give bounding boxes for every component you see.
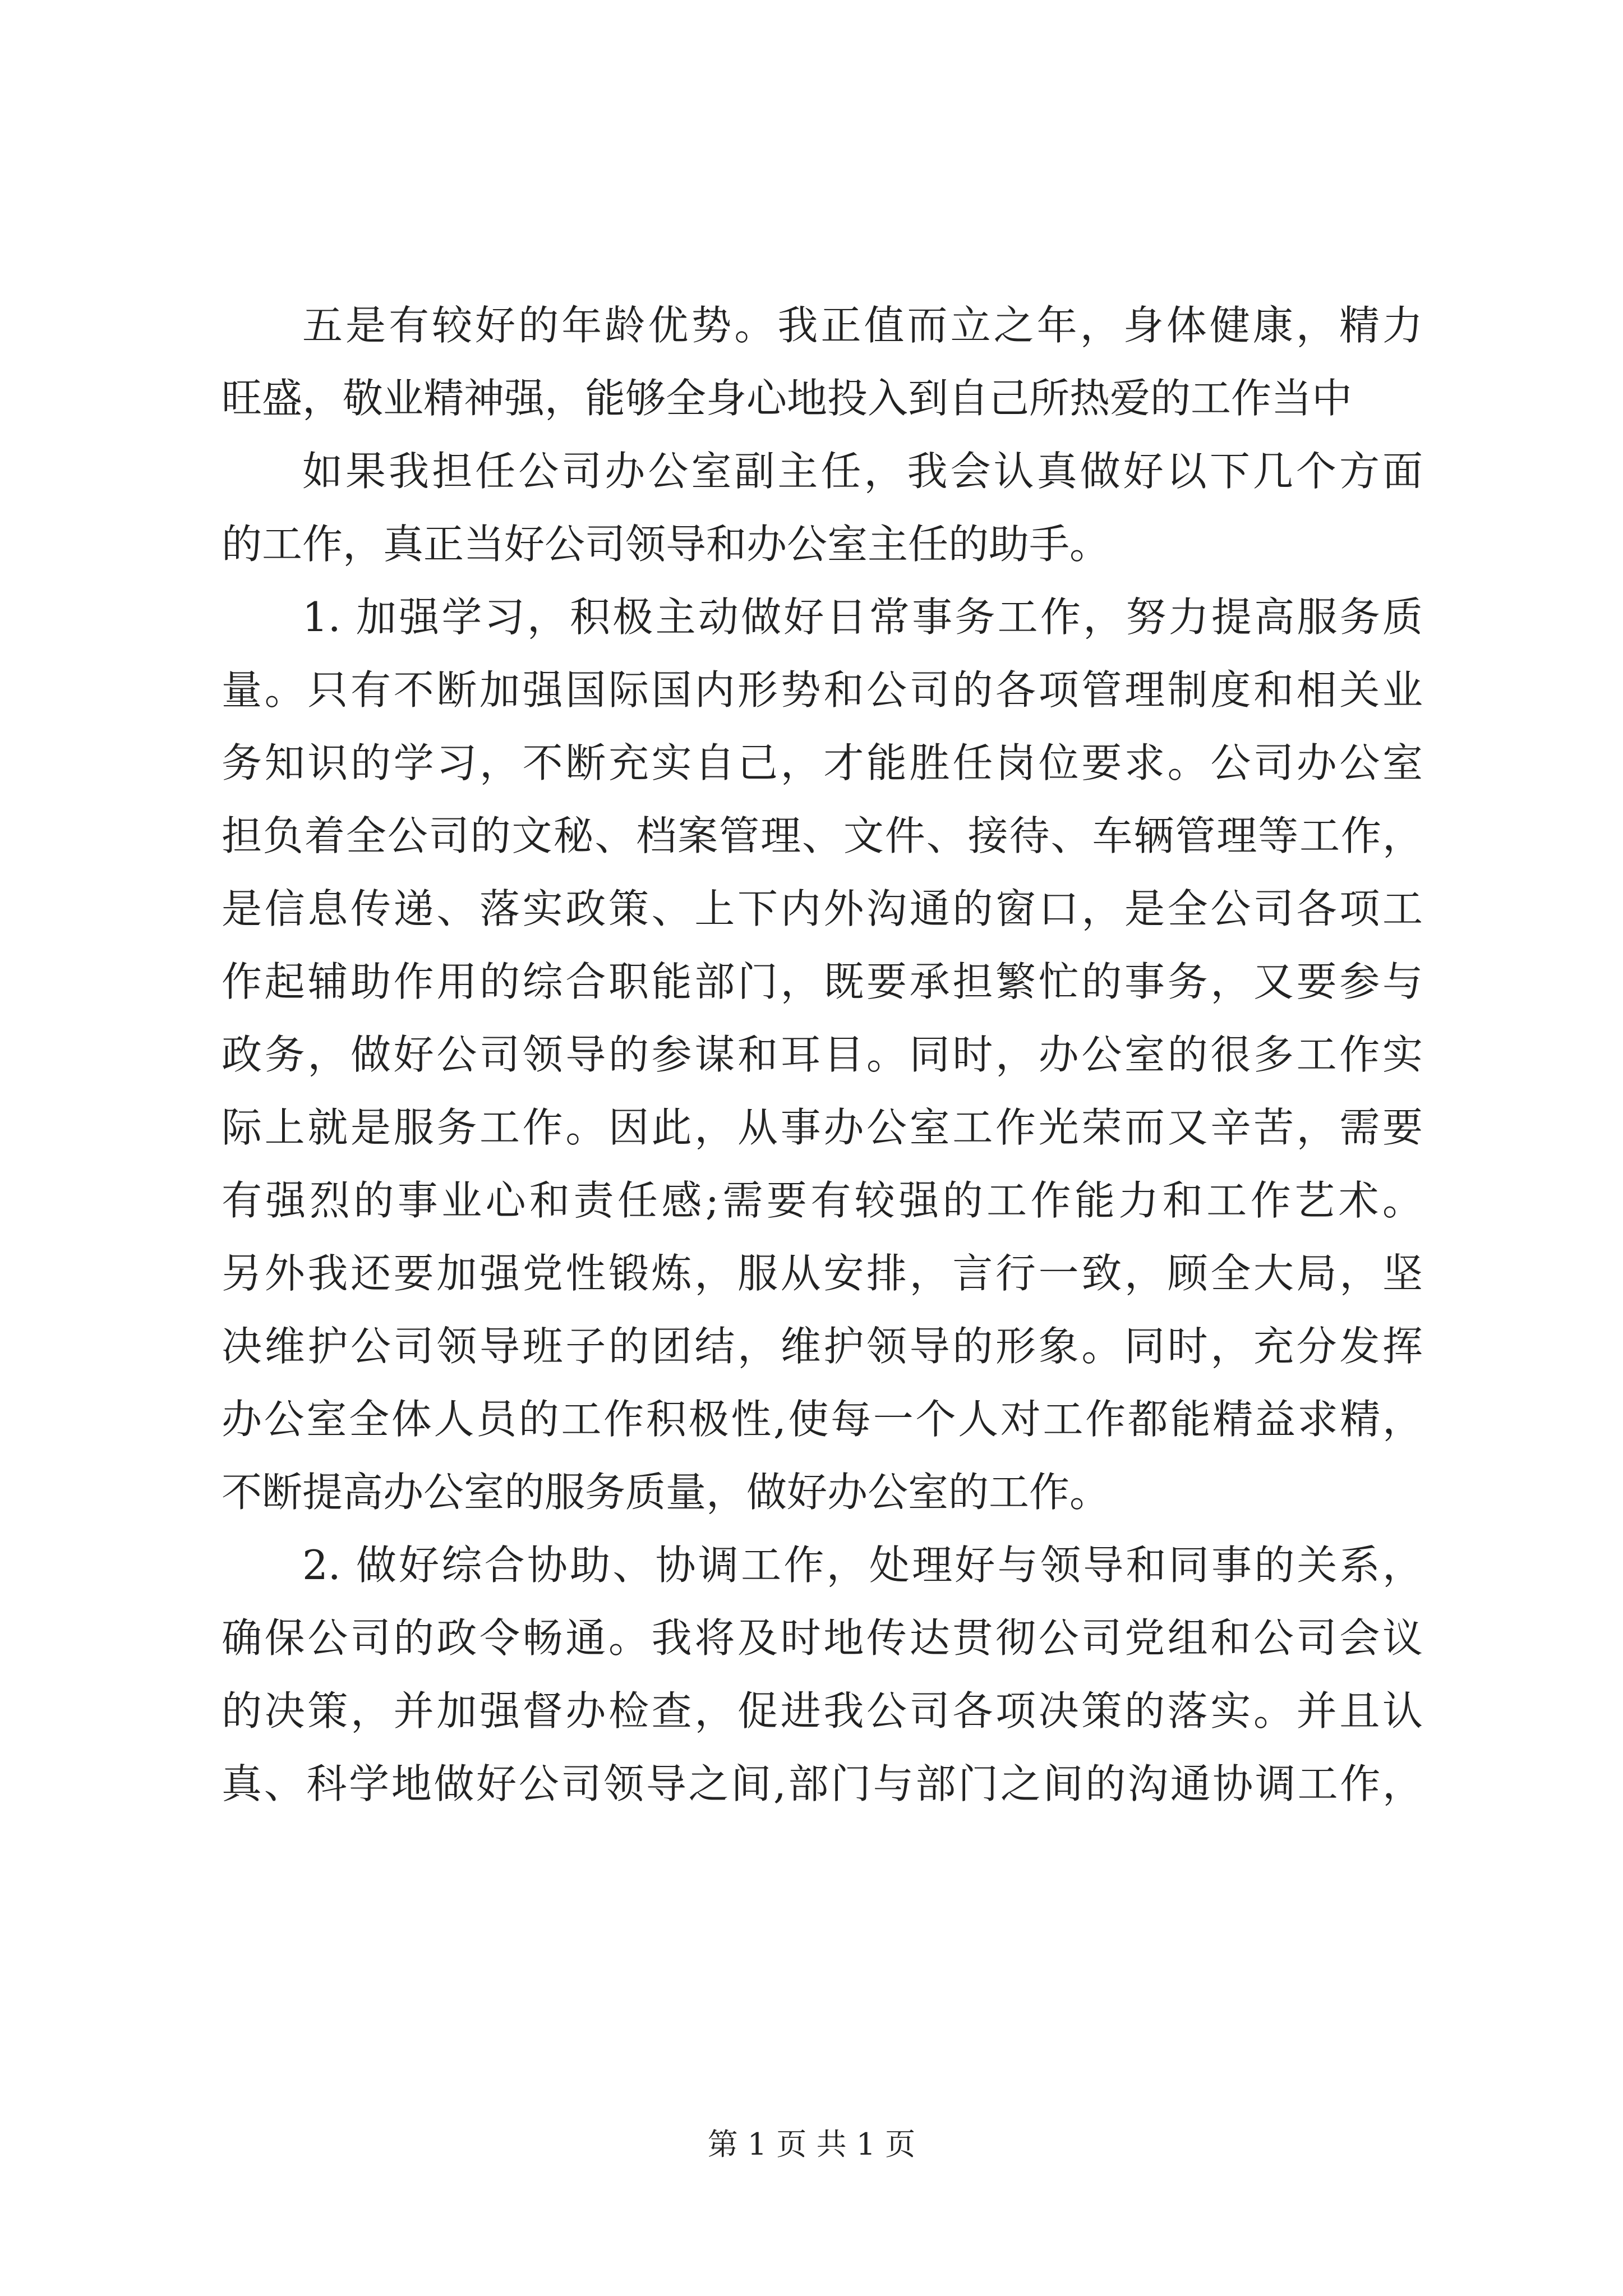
paragraph-line: 确保公司的政令畅通。我将及时地传达贯彻公司党组和公司会议 <box>222 1614 1423 1662</box>
paragraph-line: 政务，做好公司领导的参谋和耳目。同时，办公室的很多工作实 <box>222 1031 1423 1078</box>
paragraph-line: 决维护公司领导班子的团结，维护领导的形象。同时，充分发挥 <box>222 1323 1423 1370</box>
paragraph-line: 是信息传递、落实政策、上下内外沟通的窗口，是全公司各项工 <box>222 885 1423 932</box>
paragraph-line: 际上就是服务工作。因此，从事办公室工作光荣而又辛苦，需要 <box>222 1104 1423 1151</box>
paragraph-line: 不断提高办公室的服务质量，做好办公室的工作。 <box>222 1469 1110 1516</box>
paragraph-line: 办公室全体人员的工作积极性,使每一个人对工作都能精益求精， <box>222 1396 1423 1443</box>
paragraph-line: 的工作，真正当好公司领导和办公室主任的助手。 <box>222 521 1110 568</box>
paragraph-line: 另外我还要加强党性锻炼，服从安排，言行一致，顾全大局，坚 <box>222 1250 1423 1297</box>
paragraph-line: 务知识的学习，不断充实自己，才能胜任岗位要求。公司办公室 <box>222 739 1423 786</box>
paragraph-line: 1. 加强学习，积极主动做好日常事务工作，努力提高服务质 <box>302 593 1423 641</box>
paragraph-line: 旺盛，敬业精神强，能够全身心地投入到自己所热爱的工作当中 <box>222 375 1353 422</box>
body-text <box>222 301 1423 1833</box>
page-number-label: 第 1 页 共 1 页 <box>707 2127 916 2162</box>
paragraph-line: 作起辅助作用的综合职能部门，既要承担繁忙的事务，又要参与 <box>222 958 1423 1005</box>
page-footer <box>0 2125 1623 2164</box>
paragraph-line: 量。只有不断加强国际国内形势和公司的各项管理制度和相关业 <box>222 666 1423 714</box>
paragraph-line: 的决策，并加强督办检查，促进我公司各项决策的落实。并且认 <box>222 1687 1423 1734</box>
paragraph-line: 担负着全公司的文秘、档案管理、文件、接待、车辆管理等工作， <box>222 812 1423 859</box>
paragraph-line: 五是有较好的年龄优势。我正值而立之年，身体健康，精力 <box>302 302 1423 349</box>
paragraph-line: 2. 做好综合协助、协调工作，处理好与领导和同事的关系， <box>302 1542 1423 1589</box>
paragraph-line: 真、科学地做好公司领导之间,部门与部门之间的沟通协调工作， <box>222 1760 1423 1807</box>
paragraph-line: 如果我担任公司办公室副主任，我会认真做好以下几个方面 <box>302 448 1423 495</box>
paragraph-line: 有强烈的事业心和责任感;需要有较强的工作能力和工作艺术。 <box>222 1177 1423 1224</box>
